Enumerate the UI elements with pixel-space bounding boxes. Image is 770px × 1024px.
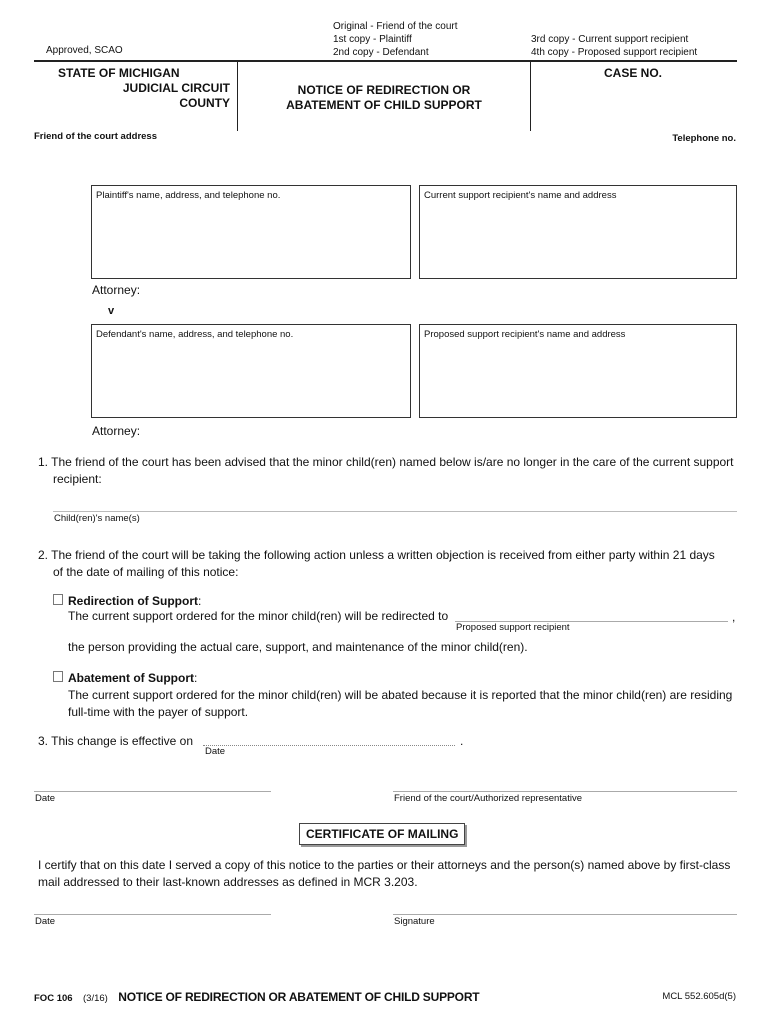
certificate-line2: mail addressed to their last-known addresses as defined in MCR 3.203. bbox=[38, 875, 418, 889]
redirection-text: The current support ordered for the minor child(ren) will be redirected to bbox=[68, 609, 449, 623]
copies-right bbox=[531, 33, 697, 59]
copy-original: Original - Friend of the court bbox=[333, 21, 458, 32]
defendant-box[interactable] bbox=[91, 324, 411, 418]
abatement-line2: full-time with the payer of support. bbox=[68, 705, 249, 719]
certificate-date-label: Date bbox=[35, 916, 56, 927]
footer bbox=[34, 988, 479, 1006]
state-label: STATE OF MICHIGAN bbox=[58, 66, 180, 80]
telephone-label: Telephone no. bbox=[672, 133, 736, 144]
form-title bbox=[238, 83, 530, 113]
header-top-rule bbox=[34, 60, 737, 62]
defendant-caption: Defendant's name, address, and telephone no. bbox=[96, 329, 294, 340]
proposed-recipient-box[interactable] bbox=[419, 324, 737, 418]
case-no-label: CASE NO. bbox=[604, 66, 663, 80]
signature-line[interactable] bbox=[393, 914, 737, 915]
attorney-label-2: Attorney: bbox=[92, 424, 141, 438]
proposed-recipient-label: Proposed support recipient bbox=[456, 622, 570, 633]
item1-line2: recipient: bbox=[53, 472, 102, 486]
effective-date-line[interactable] bbox=[203, 745, 455, 746]
signature-label: Signature bbox=[394, 916, 435, 927]
current-recipient-caption: Current support recipient's name and address bbox=[424, 190, 617, 201]
form-title-line2: ABATEMENT OF CHILD SUPPORT bbox=[286, 98, 482, 112]
copy-second: 2nd copy - Defendant bbox=[333, 47, 429, 58]
certificate-date-line[interactable] bbox=[34, 914, 271, 915]
item2-text bbox=[38, 547, 715, 581]
redirection-comma: , bbox=[732, 610, 736, 624]
certificate-text bbox=[38, 857, 730, 891]
abatement-checkbox[interactable] bbox=[53, 671, 63, 682]
item2-line1: 2. The friend of the court will be taking the following action unless a written objection is received from either party within 21 days bbox=[38, 548, 715, 562]
children-label: Child(ren)'s name(s) bbox=[54, 513, 140, 524]
certificate-line1: I certify that on this date I served a copy of this notice to the parties or their attorneys and the person(s) named above by first-class bbox=[38, 858, 731, 872]
approved-label: Approved, SCAO bbox=[46, 45, 123, 56]
foc-rep-line[interactable] bbox=[393, 791, 737, 792]
redirection-text2: the person providing the actual care, support, and maintenance of the minor child(ren). bbox=[68, 640, 528, 654]
item3-text: 3. This change is effective on bbox=[38, 734, 193, 748]
copy-third: 3rd copy - Current support recipient bbox=[531, 34, 689, 45]
form-number: FOC 106 bbox=[34, 993, 73, 1004]
item3-period: . bbox=[460, 734, 464, 748]
county-label: COUNTY bbox=[179, 96, 230, 110]
versus-label: v bbox=[108, 305, 115, 317]
mcl-reference: MCL 552.605d(5) bbox=[662, 991, 736, 1002]
foc-address-label: Friend of the court address bbox=[34, 131, 157, 142]
plaintiff-box[interactable] bbox=[91, 185, 411, 279]
form-revision: (3/16) bbox=[83, 993, 108, 1004]
redirection-title: Redirection of Support: bbox=[68, 594, 202, 608]
abatement-line1: The current support ordered for the minor child(ren) will be abated because it is reported that the minor child(ren) are residing bbox=[68, 688, 733, 702]
effective-date-label: Date bbox=[205, 746, 226, 757]
item1-line1: 1. The friend of the court has been advised that the minor child(ren) named below is/are no longer in the care of the current support bbox=[38, 455, 734, 469]
plaintiff-caption: Plaintiff's name, address, and telephone no. bbox=[96, 190, 281, 201]
circuit-label: JUDICIAL CIRCUIT bbox=[122, 81, 230, 95]
copies-left bbox=[333, 20, 458, 59]
abatement-title-text: Abatement of Support bbox=[68, 671, 194, 685]
copy-fourth: 4th copy - Proposed support recipient bbox=[531, 47, 698, 58]
redirection-title-text: Redirection of Support bbox=[68, 594, 198, 608]
proposed-recipient-caption: Proposed support recipient's name and address bbox=[424, 329, 626, 340]
attorney-label-1: Attorney: bbox=[92, 283, 141, 297]
redirection-checkbox[interactable] bbox=[53, 594, 63, 605]
children-line[interactable] bbox=[53, 511, 737, 512]
header-divider-right bbox=[530, 62, 531, 131]
abatement-text bbox=[68, 687, 732, 721]
signoff-date-label: Date bbox=[35, 793, 56, 804]
item2-line2: of the date of mailing of this notice: bbox=[53, 565, 239, 579]
item1-text bbox=[38, 454, 734, 488]
certificate-title: CERTIFICATE OF MAILING bbox=[299, 823, 465, 845]
court-info bbox=[40, 66, 230, 111]
foc-rep-label: Friend of the court/Authorized representative bbox=[394, 793, 582, 804]
current-recipient-box[interactable] bbox=[419, 185, 737, 279]
abatement-title: Abatement of Support: bbox=[68, 671, 198, 685]
signoff-date-line[interactable] bbox=[34, 791, 271, 792]
footer-title: NOTICE OF REDIRECTION OR ABATEMENT OF CHILD SUPPORT bbox=[118, 990, 480, 1004]
copy-first: 1st copy - Plaintiff bbox=[333, 34, 412, 45]
form-title-line1: NOTICE OF REDIRECTION OR bbox=[297, 83, 471, 97]
